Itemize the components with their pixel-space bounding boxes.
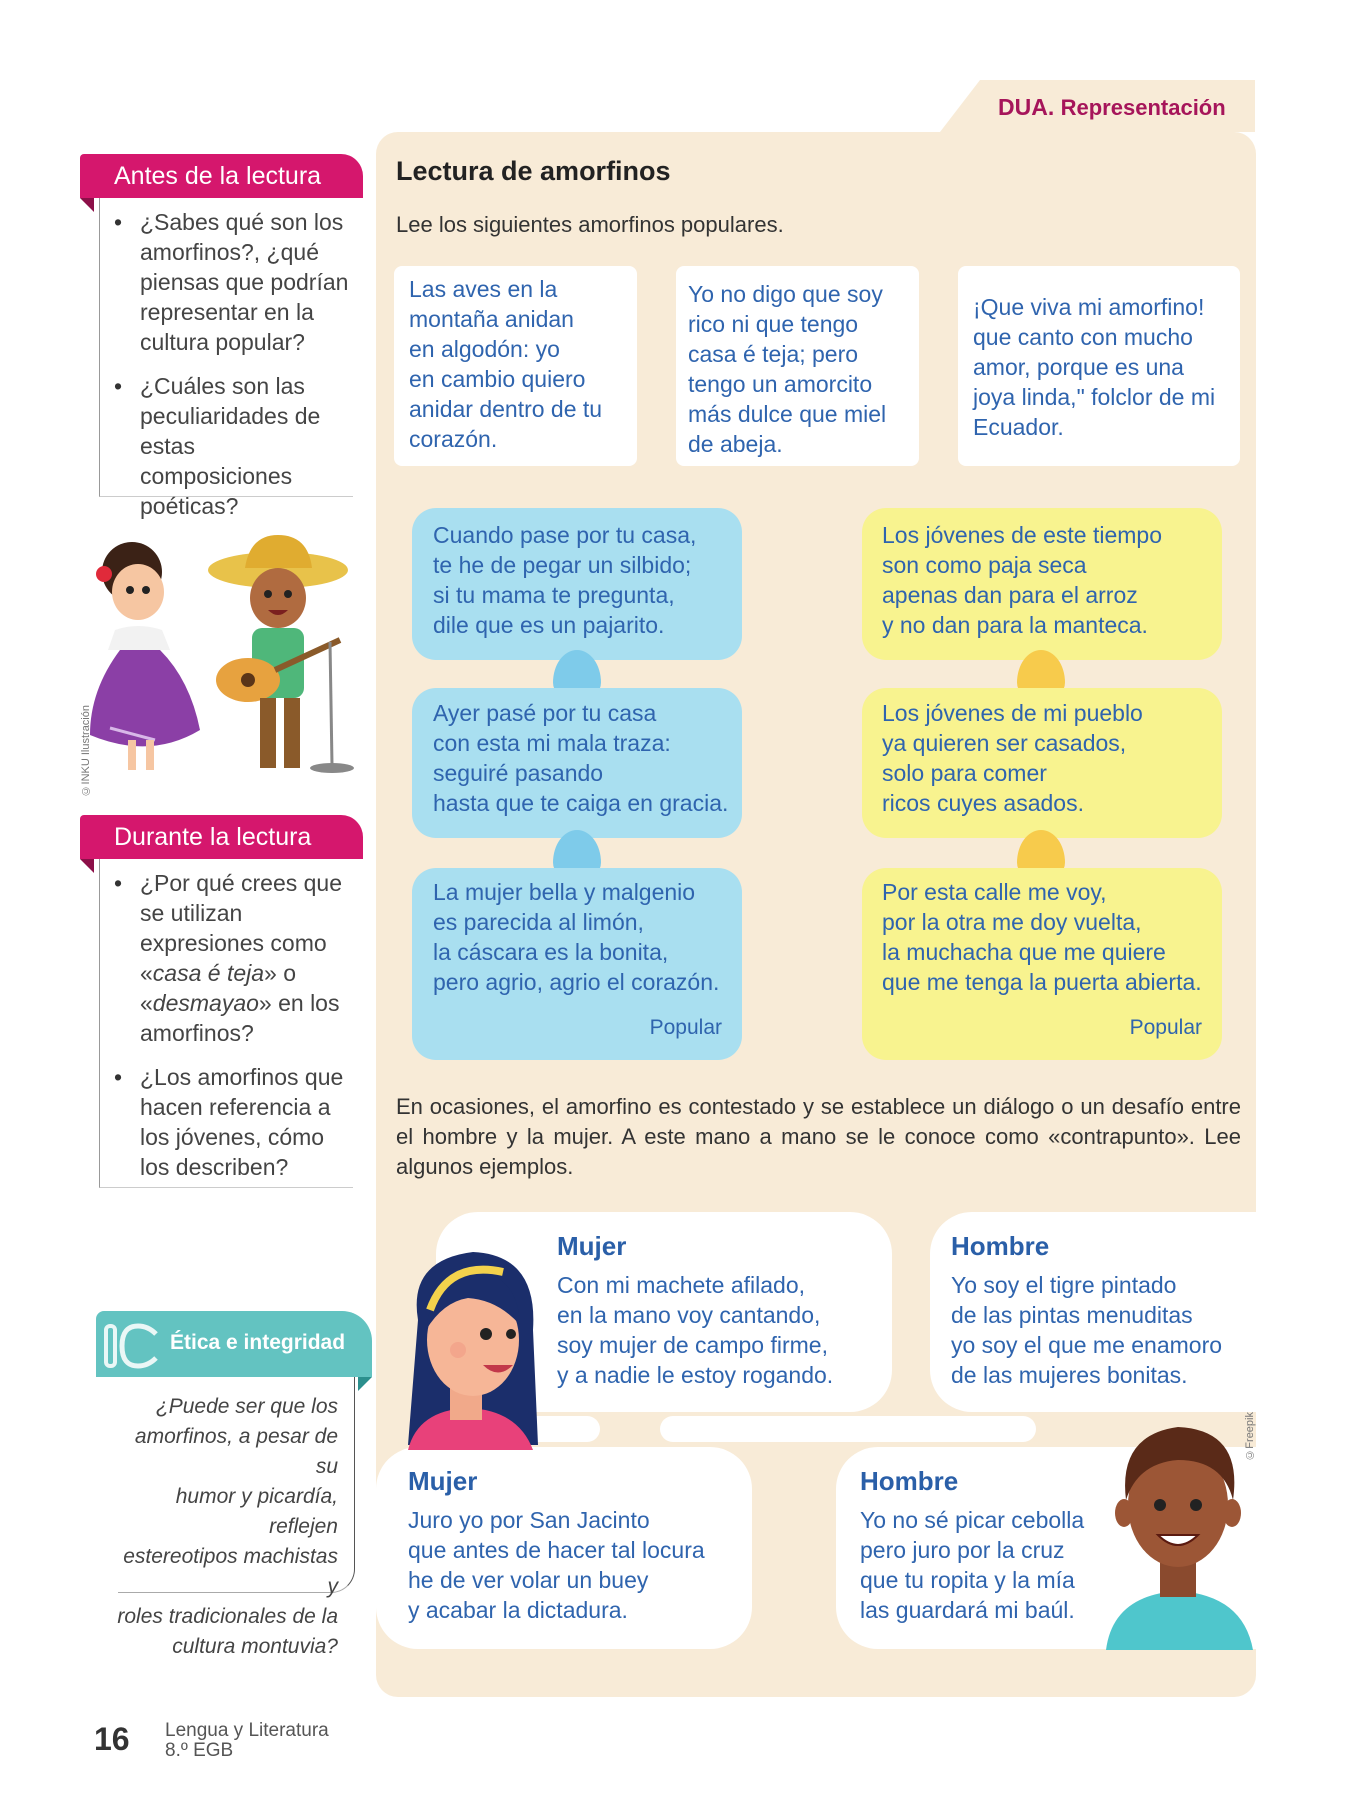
dua-label: DUA. Representación <box>998 94 1226 120</box>
poem-bubble <box>862 868 1222 1060</box>
woman-avatar <box>388 1240 548 1450</box>
question-item: • ¿Por qué crees que se utilizan expresiones como «casa é teja» o «desmayao» en los amorfinos? <box>100 868 353 1048</box>
man-avatar <box>1098 1405 1258 1650</box>
dialogue-connector <box>660 1416 1036 1442</box>
dialogue-verse: Con mi machete afilado, en la mano voy cantando, soy mujer de campo firme, y a nadie le estoy rogando. <box>557 1272 834 1388</box>
speaker-label: Hombre <box>860 1466 959 1496</box>
poem-text: Los jóvenes de mi pueblo ya quieren ser casados, solo para comer ricos cuyes asados. <box>882 700 1143 816</box>
question-item: • ¿Sabes qué son los amorfinos?, ¿qué piensas que podrían representar en la cultura popular? <box>100 207 353 357</box>
speaker-label: Mujer <box>408 1466 478 1496</box>
question-item: • ¿Cuáles son las peculiaridades de estas composiciones poéticas? <box>100 371 353 521</box>
poem-text: Los jóvenes de este tiempo son como paja seca apenas dan para el arroz y no dan para la manteca. <box>882 522 1163 638</box>
illustration-credit: ©INKU Ilustración <box>80 705 92 797</box>
question-item: • ¿Los amorfinos que hacen referencia a los jóvenes, cómo los describen? <box>100 1062 353 1182</box>
heading-fold <box>80 198 94 212</box>
speaker-label: Hombre <box>951 1231 1050 1261</box>
poem-card <box>394 266 637 466</box>
contrapunto-paragraph: En ocasiones, el amorfino es contestado y se establece un diálogo o un desafío entre el hombre y la mujer. A este mano a mano se le conoce como «contrapunto». Lee algunos ejemplos. <box>396 1094 1241 1179</box>
poem-text: Las aves en la montaña anidan en algodón: yo en cambio quiero anidar dentro de tu corazón. <box>409 276 603 452</box>
poem-bubble <box>862 688 1222 838</box>
poem-text: Ayer pasé por tu casa con esta mi mala traza: seguiré pasando hasta que te caiga en gracia. <box>433 700 729 816</box>
dialogue-verse: Yo no sé picar cebolla pero juro por la cruz que tu ropita y la mía las guardará mi baúl. <box>860 1507 1085 1623</box>
poem-card <box>676 266 919 466</box>
poem-bubble <box>862 508 1222 660</box>
etica-label: Ética e integridad <box>170 1331 346 1354</box>
poem-source: Popular <box>1129 1016 1202 1039</box>
heading-fold <box>80 859 94 873</box>
poem-source: Popular <box>649 1016 722 1039</box>
dialogue-verse: Yo soy el tigre pintado de las pintas menuditas yo soy el que me enamoro de las mujeres bonitas. <box>951 1272 1223 1388</box>
poem-text: La mujer bella y malgenio es parecida al limón, la cáscara es la bonita, pero agrio, agrio el corazón. <box>433 879 720 995</box>
dancers-illustration <box>80 530 380 790</box>
poem-text: Cuando pase por tu casa, te he de pegar un silbido; si tu mama te pregunta, dile que es un pajarito. <box>433 522 697 638</box>
poem-bubble <box>412 868 742 1060</box>
poem-bubble <box>412 508 742 660</box>
etica-question: ¿Puede ser que los amorfinos, a pesar de su humor y picardía, reflejen estereotipos machistas y roles tradicionales de la cultura montuvia? <box>117 1395 338 1658</box>
poem-card <box>958 266 1240 466</box>
poem-bubble <box>412 688 742 838</box>
speaker-label: Mujer <box>557 1231 627 1261</box>
reading-title: Lectura de amorfinos <box>396 156 671 186</box>
page-number: 16 <box>94 1721 130 1757</box>
poem-text: ¡Que viva mi amorfino! que canto con mucho amor, porque es una joya linda," folclor de mi Ecuador. <box>973 294 1216 440</box>
during-reading-heading: Durante la lectura <box>80 815 363 859</box>
ic-icon <box>100 1320 164 1372</box>
subject-name: Lengua y Literatura <box>165 1720 329 1741</box>
etica-fold <box>358 1377 372 1391</box>
reading-intro: Lee los siguientes amorfinos populares. <box>396 212 784 237</box>
before-reading-heading: Antes de la lectura <box>80 154 363 198</box>
grade-label: 8.º EGB <box>165 1740 234 1761</box>
poem-text: Por esta calle me voy, por la otra me doy vuelta, la muchacha que me quiere que me tenga la puerta abierta. <box>882 879 1202 995</box>
before-reading-box <box>99 198 353 519</box>
poem-text: Yo no digo que soy rico ni que tengo casa é teja; pero tengo un amorcito más dulce que miel de abeja. <box>688 281 887 457</box>
photo-credit: ©Freepik <box>1244 1412 1256 1461</box>
during-reading-box <box>99 859 353 1188</box>
dialogue-verse: Juro yo por San Jacinto que antes de hacer tal locura he de ver volar un buey y acabar la dictadura. <box>408 1507 705 1623</box>
subject-label <box>165 1721 329 1761</box>
